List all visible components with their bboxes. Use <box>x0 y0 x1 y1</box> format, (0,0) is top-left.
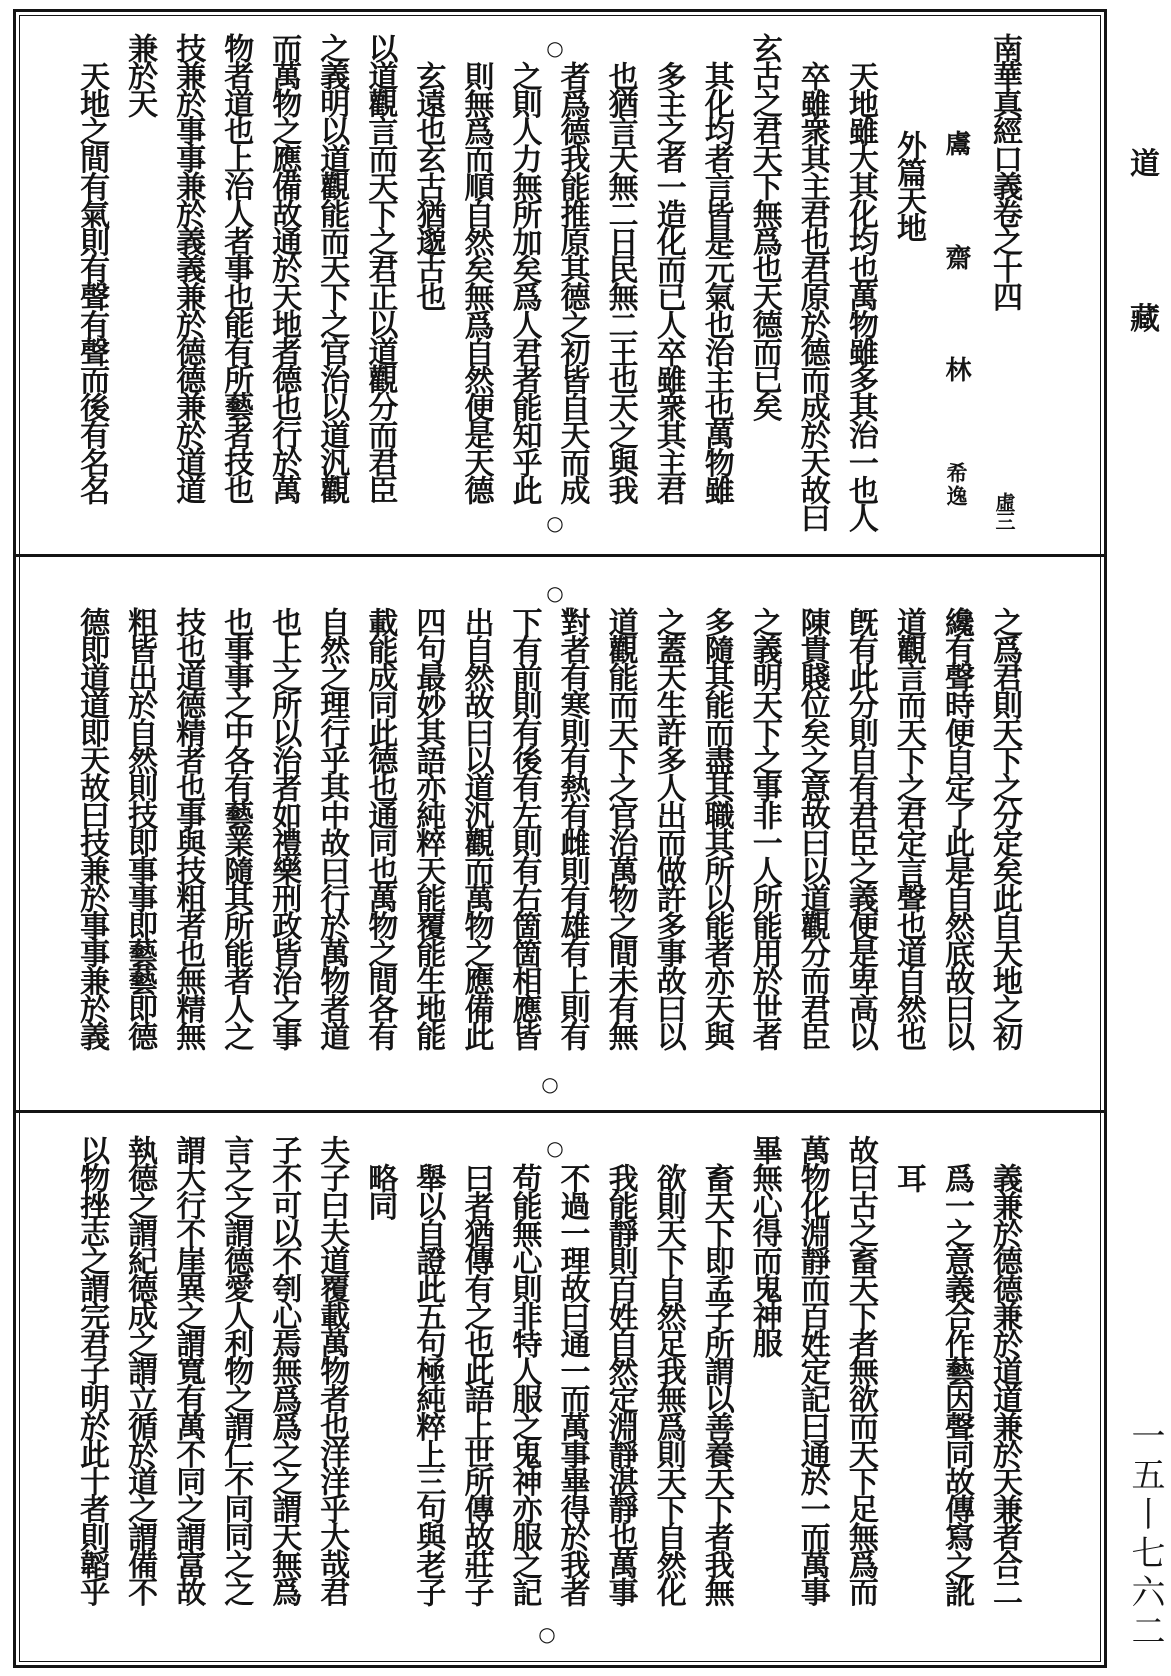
panel-divider-upper <box>13 554 1107 557</box>
text-column: 以物挫志之謂完君子明於此十者則韜乎 <box>74 1135 110 1605</box>
text-column: 者爲德我能推原其德之初皆自天而成 <box>554 60 590 503</box>
text-column: 也猶言天無二日民無二王也天之與我 <box>602 60 638 503</box>
author-name: 希逸 <box>944 462 969 508</box>
author-name: 林 <box>941 356 971 382</box>
text-column: 萬物化淵靜而百姓定記曰通於一而萬事 <box>794 1135 830 1605</box>
passage-circle-mark: ○ <box>541 1072 559 1096</box>
text-column: 對者有寒則有熱有雌則有雄有上則有 <box>554 606 590 1049</box>
text-column: 故曰古之畜天下者無欲而天下足無爲而 <box>842 1135 878 1605</box>
text-column: 技兼於事事兼於義義兼於德德兼於道道 <box>170 33 206 503</box>
text-column: 舉以自證此五句極純粹上三句與老子 <box>410 1162 446 1605</box>
text-column: 欲則天下自然足我無爲則天下自然化 <box>650 1162 686 1605</box>
passage-circle-mark: ○ <box>546 36 564 60</box>
text-column: 不過一理故曰通一而萬事畢得於我者 <box>554 1162 590 1605</box>
text-column: 多隨其能而盡其職其所以能者亦天與 <box>698 606 734 1049</box>
text-column: 天地之間有氣則有聲有聲而後有名名 <box>74 60 110 503</box>
text-column: 天地雖大其化均也萬物雖多其治一也人 <box>842 60 878 530</box>
text-column: 以道觀言而天下之君正以道觀分而君臣 <box>362 33 398 503</box>
text-column: 陳貴賤位矣之意故曰以道觀分而君臣 <box>794 606 830 1049</box>
text-column: 執德之謂紀德成之謂立循於道之謂備不 <box>122 1135 158 1605</box>
passage-circle-mark: ○ <box>546 511 564 535</box>
text-column: 我能靜則百姓自然定淵靜湛靜也萬事 <box>602 1162 638 1605</box>
text-column: 之爲君則天下之分定矣此自天地之初 <box>987 606 1022 1049</box>
text-column: 畜天下即孟子所謂以善養天下者我無 <box>698 1162 734 1605</box>
text-column: 下有前則有後有左則有右箇箇相應皆 <box>506 606 542 1049</box>
text-column: 四句最妙其語亦純粹天能覆能生地能 <box>410 606 446 1049</box>
margin-char-zang: 藏 <box>1130 302 1160 337</box>
text-column: 之蓋天生許多人出而做許多事故曰以 <box>650 606 686 1049</box>
text-column: 技也道德精者也事與技粗者也無精無 <box>170 606 206 1049</box>
author-char: 齋 <box>941 244 971 270</box>
text-column: 耳 <box>890 1162 926 1191</box>
text-column: 之則人力無所加矣爲人君者能知乎此 <box>506 60 542 503</box>
chapter-title: 外篇天地 <box>891 130 926 241</box>
text-column: 則無爲而順自然矣無爲自然便是天德 <box>458 60 494 503</box>
text-column: 道觀能而天下之官治萬物之間未有無 <box>602 606 638 1049</box>
text-column: 也上之所以治者如禮樂刑政皆治之事 <box>266 606 302 1049</box>
text-column: 玄遠也玄古猶邈古也 <box>410 60 446 309</box>
passage-circle-mark: ○ <box>546 1136 564 1160</box>
panel-divider-lower <box>13 1110 1107 1113</box>
text-column: 略同 <box>362 1162 398 1218</box>
text-column: 物者道也上治人者事也能有所藝者技也 <box>218 33 254 503</box>
text-column: 纔有聲時便自定了此是自然底故曰以 <box>939 606 974 1049</box>
text-column: 載能成同此德也通同也萬物之間各有 <box>362 606 398 1049</box>
text-column: 之義明天下之事非一人所能用於世者 <box>746 606 782 1049</box>
margin-char-dao: 道 <box>1130 147 1160 182</box>
text-column: 言之之謂德愛人利物之謂仁不同同之之 <box>218 1135 254 1605</box>
text-column: 爲一之意義合作藝因聲同故傳寫之訛 <box>939 1162 974 1605</box>
passage-circle-mark: ○ <box>546 581 564 605</box>
text-column: 夫子曰夫道覆載萬物者也洋洋乎大哉君 <box>314 1135 350 1605</box>
text-column: 自然之理行乎其中故曰行於萬物者道 <box>314 606 350 1049</box>
text-column: 苟能無心則非特人服之鬼神亦服之記 <box>506 1162 542 1605</box>
sequence-mark: 虛三 <box>992 492 1016 530</box>
volume-title: 南華真經口義卷之十四 <box>987 33 1022 310</box>
text-column: 玄古之君天下無爲也天德而已矣 <box>746 33 782 420</box>
text-column: 謂大行不崖異之謂寬有萬不同之謂富故 <box>170 1135 206 1605</box>
text-column: 出自然故曰以道汎觀而萬物之應備此 <box>458 606 494 1049</box>
text-column: 兼於天 <box>122 33 158 116</box>
text-column: 而萬物之應備故通於天地者德也行於萬 <box>266 33 302 503</box>
text-column: 粗皆出於自然則技即事事即藝藝即德 <box>122 606 158 1049</box>
passage-circle-mark: ○ <box>538 1622 556 1646</box>
text-column: 旣有此分則自有君臣之義便是卑高以 <box>842 606 878 1049</box>
text-column: 卒雖衆其主君也君原於德而成於天故曰 <box>794 60 830 530</box>
author-char: 鬳 <box>941 130 971 156</box>
text-column: 多主之者一造化而已人卒雖衆其主君 <box>650 60 686 503</box>
text-column: 義兼於德德兼於道道兼於天兼者合二 <box>987 1162 1022 1605</box>
text-column: 畢無心得而鬼神服 <box>746 1135 782 1356</box>
text-column: 之義明以道觀能而天下之官治以道汎觀 <box>314 33 350 503</box>
text-column: 也事事之中各有藝業隨其所能者人之 <box>218 606 254 1049</box>
text-column: 子不可以不刳心焉無爲爲之之謂天無爲 <box>266 1135 302 1605</box>
page-number: 一五丨七六二 <box>1125 1418 1165 1652</box>
text-column: 道觀言而天下之君定言聲也道自然也 <box>890 606 926 1049</box>
text-column: 其化均者言皆是元氣也治主也萬物雖 <box>698 60 734 503</box>
text-column: 曰者猶傳有之也此語上世所傳故莊子 <box>458 1162 494 1605</box>
text-column: 德即道道即天故曰技兼於事事兼於義 <box>74 606 110 1049</box>
